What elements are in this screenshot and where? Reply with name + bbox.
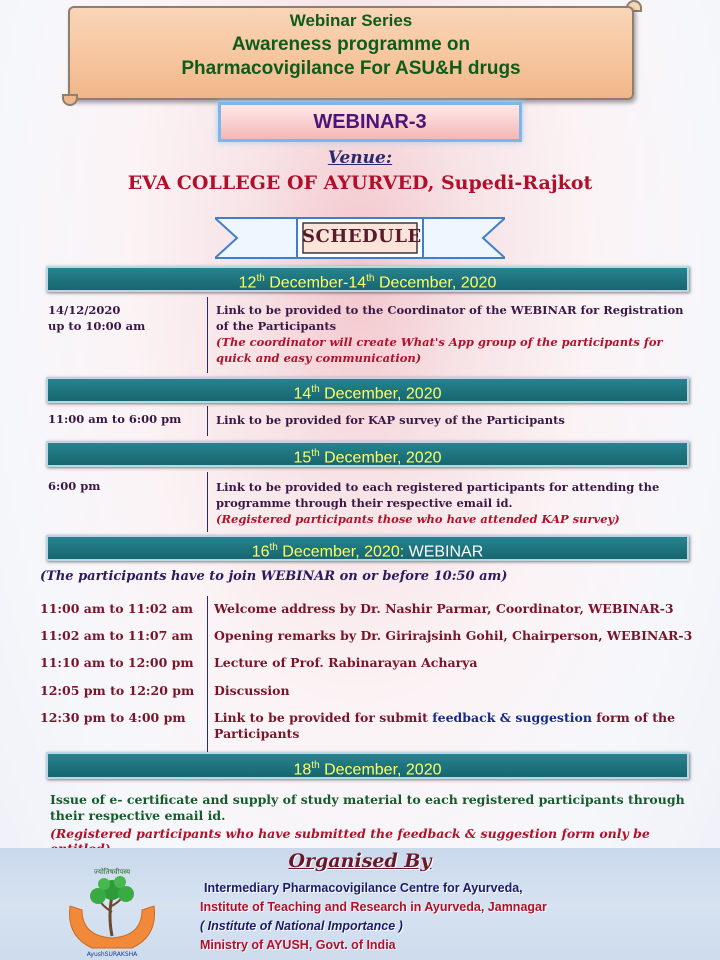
series-title: Webinar Series	[289, 11, 413, 30]
scroll-curl-left	[62, 94, 78, 106]
divider-line	[207, 297, 208, 373]
registration-time: 14/12/2020 up to 10:00 am	[48, 303, 146, 333]
divider-line	[207, 596, 208, 754]
agenda-time: 11:02 am to 11:07 am	[40, 628, 193, 643]
kap-survey-desc: Link to be provided for KAP survey of the Participants	[216, 413, 565, 427]
link-note: (Registered participants those who have attended KAP survey)	[216, 512, 620, 526]
agenda-desc: Discussion	[214, 683, 290, 698]
agenda-time: 11:00 am to 11:02 am	[40, 601, 193, 616]
join-note: (The participants have to join WEBINAR on or before 10:50 am)	[40, 569, 508, 584]
organised-by-title: Organised By	[288, 850, 432, 872]
link-time: 6:00 pm	[48, 479, 101, 493]
agenda-time: 12:05 pm to 12:20 pm	[40, 683, 195, 698]
org-line-3: ( Institute of National Importance )	[200, 919, 403, 933]
divider-line	[207, 472, 208, 532]
agenda-desc: Opening remarks by Dr. Girirajsinh Gohil, Chairperson, WEBINAR-3	[214, 628, 693, 643]
venue-label: Venue:	[327, 148, 393, 168]
logo-text-bottom: AyushSURAKSHA	[86, 951, 138, 958]
logo-text-top: ज्योतिषवीपस्य	[93, 868, 131, 876]
certificate-desc: Issue of e- certificate and supply of study material to each registered participants through their respective email id.	[50, 792, 685, 823]
date-bar-15-dec: 15th December, 2020	[46, 441, 689, 467]
org-line-1: Intermediary Pharmacovigilance Centre for Ayurveda,	[204, 881, 523, 895]
org-line-4: Ministry of AYUSH, Govt. of India	[200, 938, 396, 952]
agenda-time: 12:30 pm to 4:00 pm	[40, 710, 186, 725]
date-bar-12-14-dec: 12th December-14th December, 2020	[46, 266, 689, 292]
schedule-label: SCHEDULE	[302, 226, 422, 247]
registration-note: (The coordinator will create What's App group of the participants for quick and easy communication)	[216, 335, 663, 365]
link-desc: Link to be provided to each registered participants for attending the programme through their respective email id. (Registered participants those who have attended KAP survey)	[216, 479, 696, 527]
kap-survey-time: 11:00 am to 6:00 pm	[48, 412, 182, 426]
programme-subtitle: Pharmacovigilance For ASU&H drugs	[181, 58, 521, 79]
org-line-2: Institute of Teaching and Research in Ayurveda, Jamnagar	[200, 900, 547, 914]
agenda-desc: Lecture of Prof. Rabinarayan Acharya	[214, 655, 478, 670]
agenda-desc: Welcome address by Dr. Nashir Parmar, Coordinator, WEBINAR-3	[214, 601, 674, 616]
venue-name: EVA COLLEGE OF AYURVED, Supedi-Rajkot	[127, 172, 593, 194]
programme-title: Awareness programme on	[231, 34, 471, 55]
certificate-note: (Registered participants who have submitted the feedback & suggestion form only be	[50, 826, 650, 841]
date-bar-14-dec: 14th December, 2020	[46, 377, 689, 403]
ayush-suraksha-logo-icon	[62, 866, 162, 958]
agenda-desc: Link to be provided for submit feedback & suggestion form of the Participants	[214, 710, 676, 741]
date-bar-16-dec-webinar: 16th December, 2020: WEBINAR	[46, 535, 689, 561]
divider-line	[207, 406, 208, 436]
title-scroll-banner	[68, 6, 634, 100]
date-bar-18-dec: 18th December, 2020	[46, 752, 689, 779]
agenda-time: 11:10 am to 12:00 pm	[40, 655, 194, 670]
webinar-number-badge: WEBINAR-3	[218, 102, 522, 142]
registration-desc: Link to be provided to the Coordinator of the WEBINAR for Registration of the Participants (The coordinator will create What's App group of the participants for quick and easy communication)	[216, 302, 696, 366]
